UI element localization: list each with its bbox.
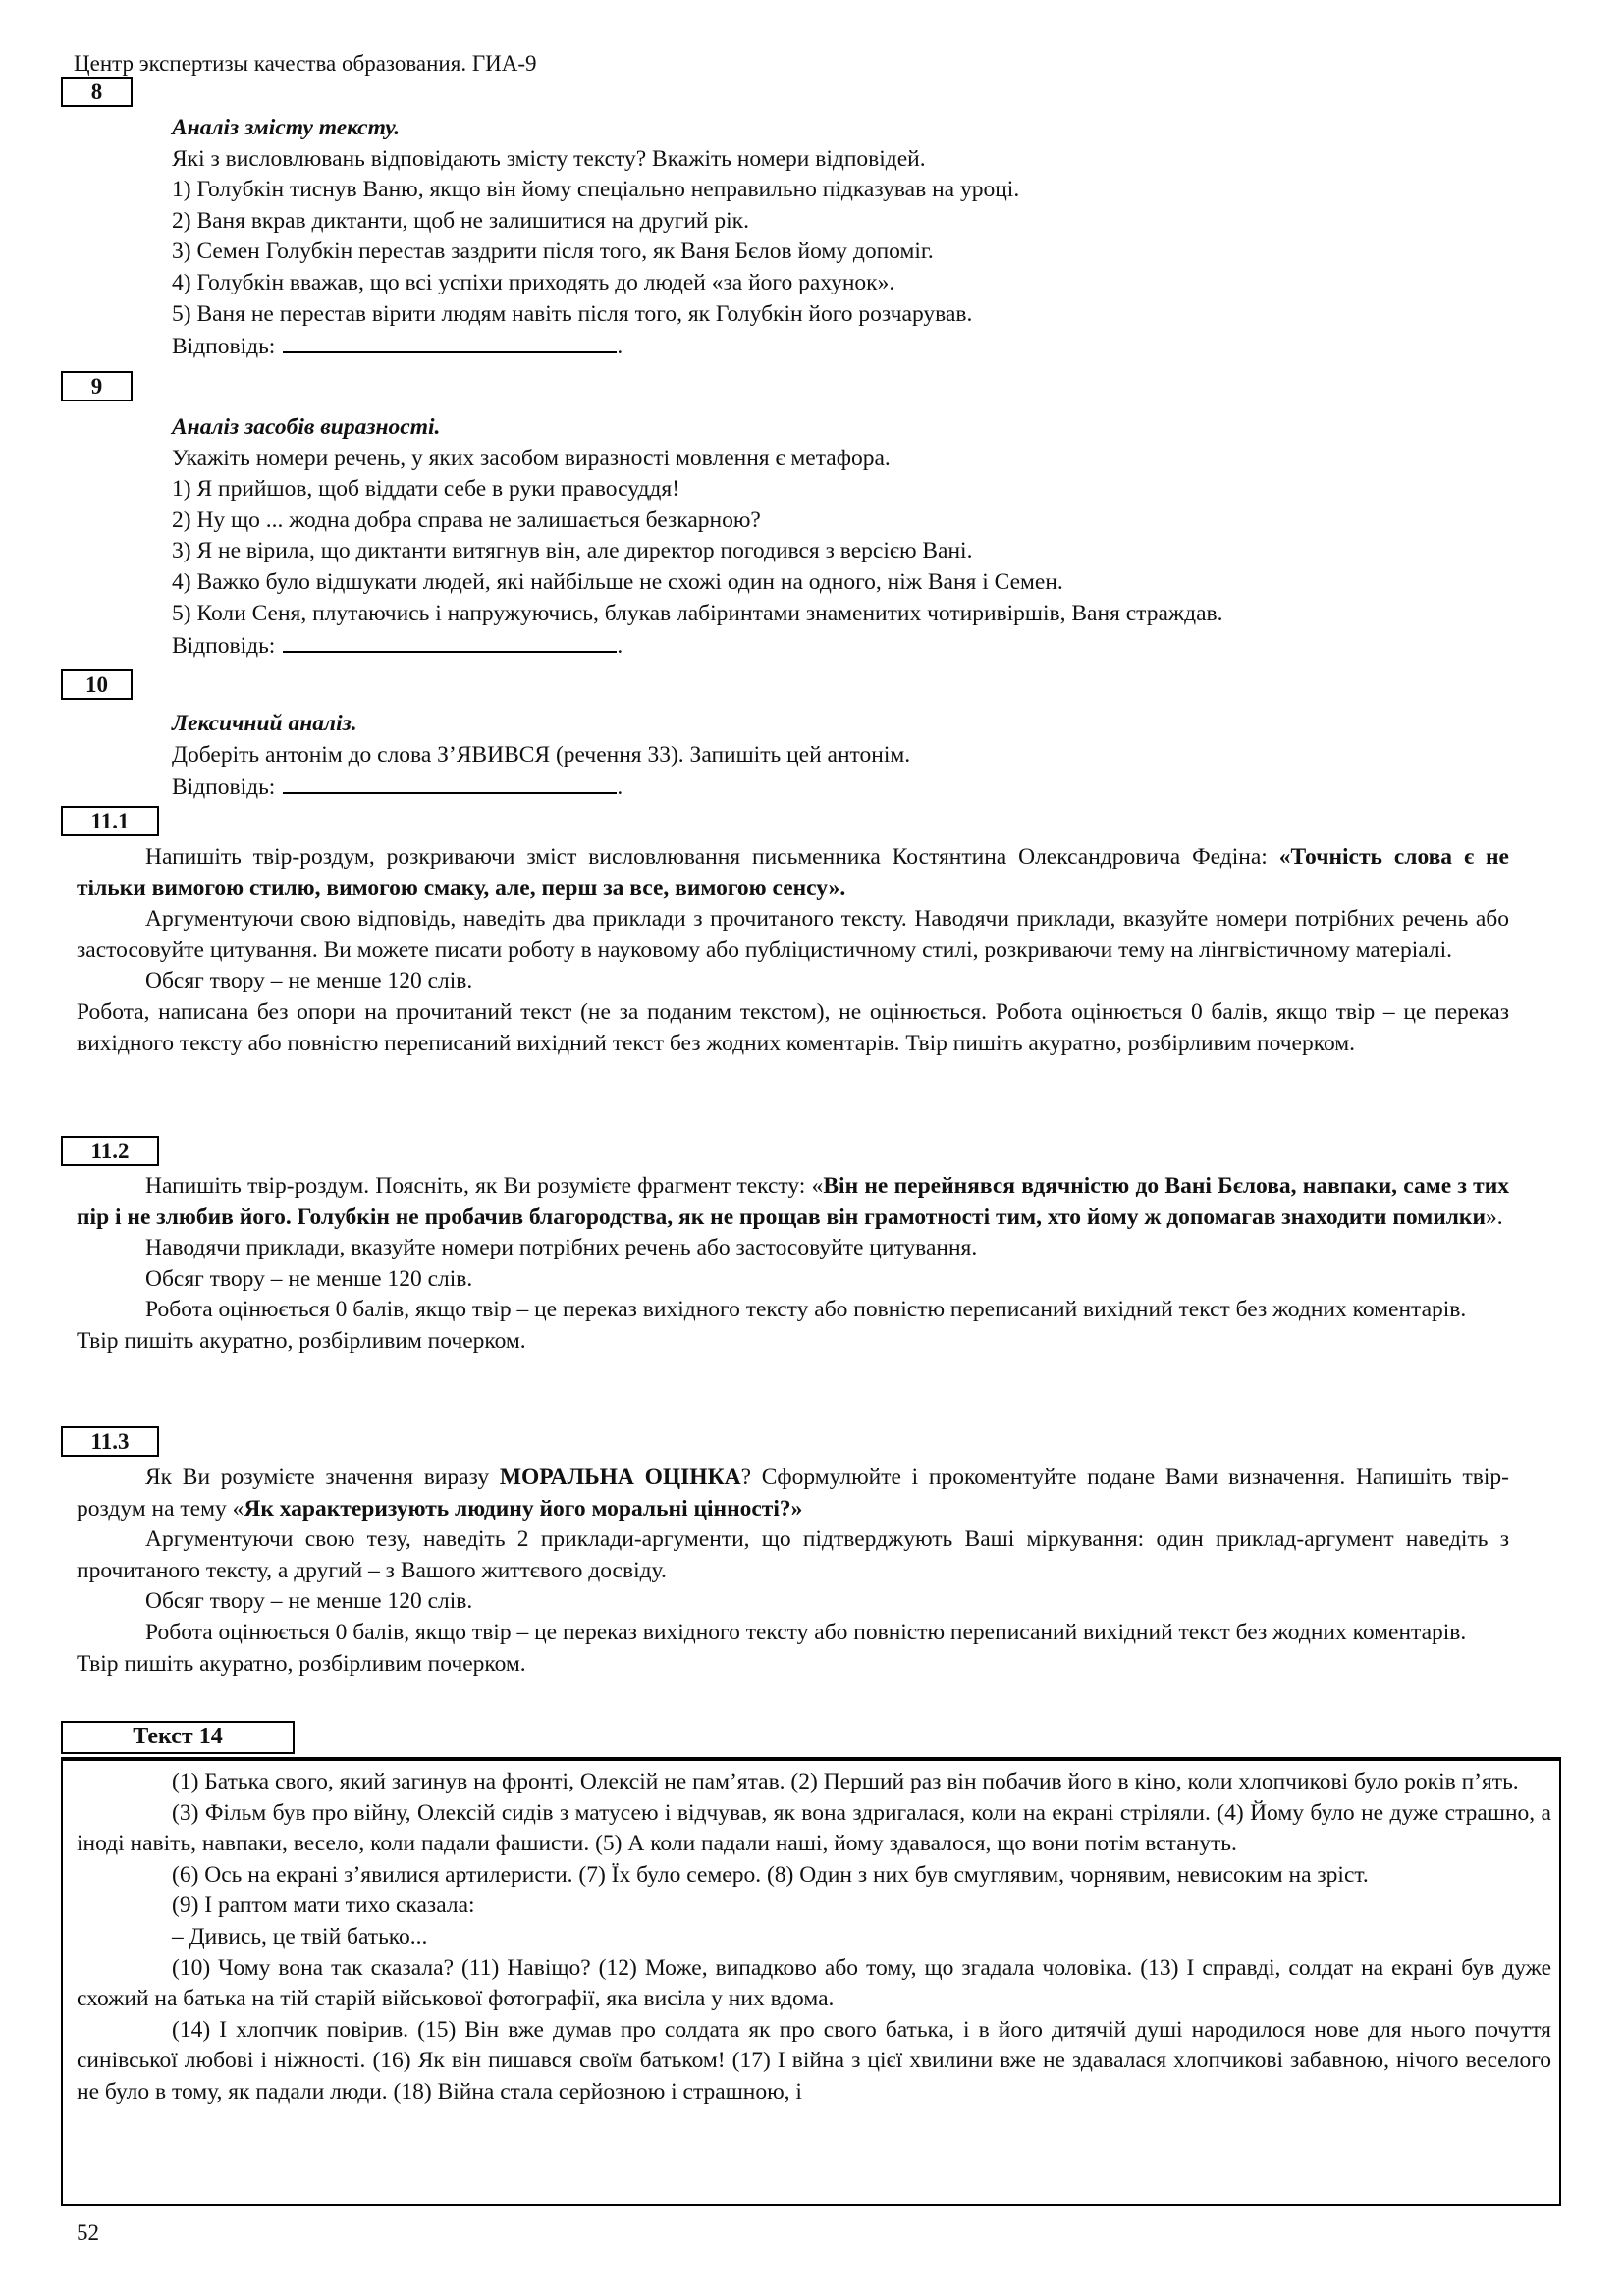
text-paragraph: (14) І хлопчик повірив. (15) Він вже думав про солдата як про свого батька, і в його дитячій душі народилося нове для нього почуття синівської любові і ніжності. (16) Як він пишався своїм батьком! (17) І війна з цієї хвилини вже не здавалася хлопчикові забавною, нічого веселого не було в тому, як падали люди. (18) Війна стала серйозною і страшною, і — [77, 2016, 1551, 2105]
text-paragraph: (9) І раптом мати тихо сказала: — [172, 1893, 475, 1919]
task-number-8: 8 — [61, 77, 133, 107]
text-paragraph: – Дивись, це твій батько... — [172, 1923, 428, 1949]
option-item: 5) Коли Сеня, плутаючись і напружуючись, блукав лабіринтами знаменитих чотиривіршів, Ваня страждав. — [172, 600, 1223, 626]
answer-field[interactable] — [283, 771, 617, 794]
essay-handwriting: Твір пишіть акуратно, розбірливим почерком. — [77, 1650, 526, 1677]
text-paragraph: (10) Чому вона так сказала? (11) Навіщо? (12) Може, випадково або тому, що згадала чоловіка. (13) І справді, солдат на екрані був дуже схожий на батька на тій старій військової фотографії, яка висіла у них вдома. — [77, 1954, 1551, 2012]
option-item: 4) Важко було відшукати людей, які найбільше не схожі один на одного, ніж Ваня і Семен. — [172, 568, 1063, 595]
option-item: 4) Голубкін вважав, що всі успіхи приходять до людей «за його рахунок». — [172, 269, 895, 295]
task-title: Аналіз змісту тексту. — [172, 115, 401, 140]
task-number-11-3: 11.3 — [61, 1426, 159, 1457]
page-number: 52 — [77, 2220, 99, 2245]
text-paragraph: (3) Фільм був про війну, Олексій сидів з матусею і відчував, як вона здригалася, коли на екрані стріляли. (4) Йому було не дуже страшно, а іноді навіть, навпаки, весело, коли падали фашисти. (5) А коли падали наші, йому здавалося, що вони потім встануть. — [77, 1799, 1551, 1857]
task-number-11-1: 11.1 — [61, 806, 159, 836]
quote-text: Він не перейнявся вдячністю до Вані Бєлова, навпаки, саме з тих пір і не злюбив його. Голубкін не пробачив благородства, як не прощав він грамотності тим, хто йому ж допомагав знаходити помилки — [77, 1173, 1509, 1230]
answer-end: . — [617, 334, 623, 360]
task-number-10: 10 — [61, 669, 133, 700]
answer-field[interactable] — [283, 629, 617, 653]
essay-instruction: Аргументуючи свою відповідь, наведіть два приклади з прочитаного тексту. Наводячи приклади, вказуйте номери потрібних речень або застосовуйте цитування. Ви можете писати роботу в науковому або публіцистичному стилі, розкриваючи тему на лінгвістичному матеріалі. — [77, 906, 1509, 963]
task-title: Лексичний аналіз. — [172, 711, 357, 736]
answer-end: . — [617, 774, 623, 801]
text-paragraph: (1) Батька свого, який загинув на фронті, Олексій не пам’ятав. (2) Перший раз він побачив його в кіно, коли хлопчикові було років п’ять. — [172, 1769, 1519, 1794]
term-text: МОРАЛЬНА ОЦІНКА — [499, 1465, 741, 1490]
task-10 — [172, 709, 1527, 804]
task-9 — [172, 412, 1527, 663]
option-item: 3) Семен Голубкін перестав заздрити після того, як Ваня Бєлов йому допоміг. — [172, 239, 934, 265]
text-paragraph: (6) Ось на екрані з’явилися артилеристи. (7) Їх було семеро. (8) Один з них був смуглявим, чорнявим, невисоким на зріст. — [172, 1861, 1369, 1888]
essay-grading: Робота оцінюється 0 балів, якщо твір – це переказ вихідного тексту або повністю переписаний вихідний текст без жодних коментарів. — [145, 1297, 1467, 1323]
page-header: Центр экспертизы качества образования. ГИА-9 — [74, 51, 537, 76]
answer-row — [172, 330, 1527, 363]
essay-length: Обсяг твору – не менше 120 слів. — [145, 1588, 473, 1615]
option-item: 5) Ваня не перестав вірити людям навіть після того, як Голубкін його розчарував. — [172, 300, 973, 327]
essay-instruction: Наводячи приклади, вказуйте номери потрібних речень або застосовуйте цитування. — [145, 1235, 978, 1261]
task-number-11-2: 11.2 — [61, 1136, 159, 1166]
essay-handwriting: Твір пишіть акуратно, розбірливим почерком. — [77, 1327, 526, 1354]
essay-grading: Робота оцінюється 0 балів, якщо твір – це переказ вихідного тексту або повністю переписаний вихідний текст без жодних коментарів. — [145, 1619, 1467, 1645]
task-number-9: 9 — [61, 371, 133, 401]
essay-prompt — [77, 1463, 1509, 1524]
task-11-1 — [77, 842, 1509, 1059]
text-14-box — [61, 1757, 1561, 2206]
prompt-end: ». — [1486, 1203, 1503, 1230]
option-item: 3) Я не вірила, що диктанти витягнув він, але директор погодився з версією Вані. — [172, 538, 973, 564]
task-title: Аналіз засобів виразності. — [172, 414, 441, 440]
essay-grading: Робота, написана без опори на прочитаний текст (не за поданим текстом), не оцінюється. Робота оцінюється 0 балів, якщо твір – це переказ вихідного тексту або повністю переписаний вихідний текст без жодних коментарів. Твір пишіть акуратно, розбірливим почерком. — [77, 998, 1509, 1056]
topic-text: Як характеризують людину його моральні цінності?» — [244, 1495, 803, 1522]
task-11-3 — [77, 1463, 1509, 1680]
essay-prompt — [77, 842, 1509, 904]
prompt-text: ? Сформулюйте і прокоментуйте подане Вами визначення. Напишіть твір-роздум на тему « — [77, 1465, 1509, 1522]
answer-end: . — [617, 633, 623, 660]
task-prompt: Які з висловлювань відповідають змісту тексту? Вкажіть номери відповідей. — [172, 145, 926, 172]
option-item: 2) Ваня вкрав диктанти, щоб не залишитися на другий рік. — [172, 207, 749, 234]
task-8 — [172, 113, 1527, 363]
essay-prompt — [77, 1171, 1509, 1233]
quote-text: «Точність слова є не тільки вимогою стилю, вимогою смаку, але, перш за все, вимогою сенсу». — [77, 844, 1509, 901]
prompt-text: Як Ви розумієте значення виразу — [145, 1465, 500, 1490]
answer-label: Відповідь: — [172, 334, 276, 360]
option-item: 1) Я прийшов, щоб віддати себе в руки правосуддя! — [172, 476, 680, 503]
text-14-label: Текст 14 — [61, 1721, 295, 1754]
option-item: 2) Ну що ... жодна добра справа не залишається безкарною? — [172, 507, 761, 533]
essay-instruction: Аргументуючи свою тезу, наведіть 2 приклади-аргументи, що підтверджують Ваші міркування: один приклад-аргумент наведіть з прочитаного тексту, а другий – з Вашого життєвого досвіду. — [77, 1526, 1509, 1583]
answer-label: Відповідь: — [172, 633, 276, 660]
prompt-text: Напишіть твір-роздум. Поясніть, як Ви розумієте фрагмент тексту: « — [145, 1173, 824, 1199]
task-11-2 — [77, 1171, 1509, 1358]
task-prompt: Доберіть антонім до слова З’ЯВИВСЯ (речення 33). Запишіть цей антонім. — [172, 741, 911, 768]
essay-length: Обсяг твору – не менше 120 слів. — [145, 968, 473, 994]
essay-length: Обсяг твору – не менше 120 слів. — [145, 1265, 473, 1292]
prompt-text: Напишіть твір-роздум, розкриваючи зміст висловлювання письменника Костянтина Олександровича Федіна: — [145, 844, 1279, 870]
task-prompt: Укажіть номери речень, у яких засобом виразності мовлення є метафора. — [172, 445, 891, 471]
option-item: 1) Голубкін тиснув Ваню, якщо він йому спеціально неправильно підказував на уроці. — [172, 177, 1020, 203]
answer-row — [172, 771, 1527, 804]
answer-field[interactable] — [283, 330, 617, 353]
answer-row — [172, 629, 1527, 663]
answer-label: Відповідь: — [172, 774, 276, 801]
